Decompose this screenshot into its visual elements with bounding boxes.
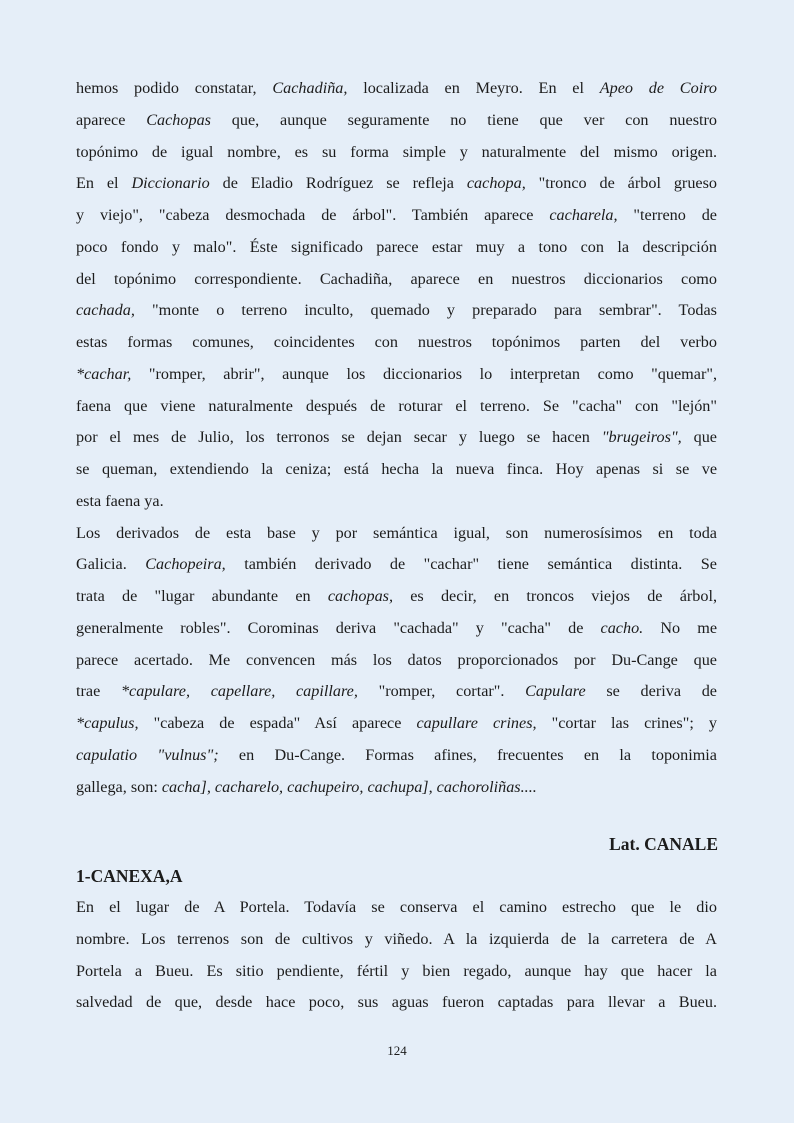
text-run: y viejo", "cabeza desmochada de árbol". También aparece bbox=[76, 206, 550, 224]
italic-text: Cachopas bbox=[146, 110, 211, 129]
text-run: Galicia. bbox=[76, 555, 146, 574]
text-run: aparece bbox=[76, 110, 147, 129]
text-line bbox=[76, 897, 717, 917]
text-line bbox=[76, 745, 717, 765]
text-run: por el mes de Julio, los terronos se dejan secar y luego se hacen bbox=[76, 428, 602, 447]
italic-text: Cachopeira, bbox=[145, 555, 226, 574]
text-run: localizada en Meyro. En el bbox=[347, 79, 600, 97]
text-line bbox=[76, 650, 717, 670]
text-line bbox=[76, 142, 717, 162]
italic-text: Diccionario bbox=[131, 174, 210, 193]
text-line bbox=[76, 269, 717, 289]
text-line bbox=[76, 618, 717, 638]
text-run: "romper, cortar". bbox=[357, 682, 526, 701]
text-run: "cortar las crines"; y bbox=[536, 714, 717, 732]
text-line bbox=[76, 523, 717, 543]
text-run: se queman, extendiendo la ceniza; está hecha la nueva finca. Hoy apenas si se ve bbox=[76, 460, 717, 478]
text-run: del topónimo correspondiente. Cachadiña, aparece en nuestros diccionarios como bbox=[76, 269, 717, 288]
italic-text: capulatio "vulnus"; bbox=[76, 745, 219, 764]
text-run: que, aunque seguramente no tiene que ver con nuestro bbox=[210, 110, 717, 129]
text-run: esta faena ya. bbox=[76, 491, 164, 510]
text-run: en Du-Cange. Formas afines, frecuentes en la toponimia bbox=[218, 745, 717, 764]
text-line bbox=[76, 332, 717, 352]
italic-text: cacha], cacharelo, cachupeiro, cachupa], cachoroliñas.... bbox=[161, 777, 537, 796]
italic-text: Capulare bbox=[525, 682, 586, 701]
text-line bbox=[76, 110, 717, 130]
text-run: nombre. Los terrenos son de cultivos y viñedo. A la izquierda de la carretera de A bbox=[76, 929, 717, 948]
text-run: "romper, abrir", aunque los diccionarios lo interpretan como "quemar", bbox=[131, 364, 717, 383]
page-number: 124 bbox=[387, 1043, 407, 1058]
text-run: salvedad de que, desde hace poco, sus aguas fueron captadas para llevar a Bueu. bbox=[76, 993, 717, 1012]
text-line bbox=[76, 777, 717, 797]
text-run: que bbox=[681, 428, 717, 447]
text-run: "tronco de árbol grueso bbox=[525, 174, 717, 193]
text-line bbox=[76, 681, 717, 701]
text-run: estas formas comunes, coincidentes con nuestros topónimos parten del verbo bbox=[76, 333, 717, 351]
italic-text: cachopas, bbox=[327, 587, 394, 605]
text-run: Portela a Bueu. Es sitio pendiente, fértil y bien regado, aunque hay que hacer la bbox=[76, 961, 717, 980]
text-line bbox=[76, 78, 717, 98]
text-run: En el bbox=[76, 174, 132, 193]
text-run: topónimo de igual nombre, es su forma simple y naturalmente del mismo origen. bbox=[76, 142, 717, 161]
text-line bbox=[76, 992, 717, 1012]
section-heading: Lat. CANALE bbox=[609, 834, 718, 854]
text-line bbox=[76, 491, 717, 511]
text-line bbox=[76, 396, 717, 416]
text-run: poco fondo y malo". Éste significado parece estar muy a tono con la descripción bbox=[76, 237, 717, 256]
entry-heading: 1-CANEXA,A bbox=[76, 866, 183, 886]
text-run: gallega, son: bbox=[76, 777, 162, 796]
text-run: trata de "lugar abundante en bbox=[76, 587, 328, 605]
text-line bbox=[76, 459, 717, 479]
text-run: En el lugar de A Portela. Todavía se conserva el camino estrecho que le dio bbox=[76, 898, 717, 916]
text-run: se deriva de bbox=[585, 682, 717, 701]
text-run: faena que viene naturalmente después de roturar el terreno. Se "cacha" con "lejón" bbox=[76, 396, 717, 415]
text-run: Los derivados de esta base y por semántica igual, son numerosísimos en toda bbox=[76, 523, 717, 542]
text-line bbox=[76, 173, 717, 193]
text-line bbox=[76, 713, 717, 733]
italic-text: *capulare, capellare, capillare, bbox=[120, 682, 358, 701]
italic-text: cacho. bbox=[600, 618, 644, 637]
text-line bbox=[76, 961, 717, 981]
text-run: "monte o terreno inculto, quemado y preparado para sembrar". Todas bbox=[134, 301, 717, 320]
italic-text: cachada, bbox=[76, 301, 135, 320]
text-line bbox=[76, 205, 717, 225]
italic-text: capullare crines, bbox=[416, 714, 537, 732]
text-line bbox=[76, 929, 717, 949]
italic-text: "brugeiros", bbox=[601, 428, 682, 447]
italic-text: Cachadiña, bbox=[272, 79, 348, 97]
text-line bbox=[76, 554, 717, 574]
text-line bbox=[76, 237, 717, 257]
text-run: de Eladio Rodríguez se refleja bbox=[209, 174, 467, 193]
text-run: "cabeza de espada" Así aparece bbox=[138, 714, 417, 732]
text-line bbox=[76, 586, 717, 606]
text-line bbox=[76, 364, 717, 384]
italic-text: Apeo de Coiro bbox=[599, 79, 717, 97]
text-run: hemos podido constatar, bbox=[76, 79, 273, 97]
text-run: parece acertado. Me convencen más los datos proporcionados por Du-Cange que bbox=[76, 650, 717, 669]
text-line bbox=[76, 300, 717, 320]
text-run: No me bbox=[643, 618, 717, 637]
text-line bbox=[76, 427, 717, 447]
text-run: es decir, en troncos viejos de árbol, bbox=[393, 587, 718, 605]
text-run: generalmente robles". Corominas deriva "cachada" y "cacha" de bbox=[76, 618, 601, 637]
text-run: "terreno de bbox=[617, 206, 717, 224]
italic-text: cacharela, bbox=[549, 206, 618, 224]
italic-text: cachopa, bbox=[466, 174, 526, 193]
italic-text: *capulus, bbox=[76, 714, 139, 732]
text-run: trae bbox=[76, 682, 121, 701]
text-run: también derivado de "cachar" tiene semántica distinta. Se bbox=[225, 555, 717, 574]
italic-text: *cachar, bbox=[76, 364, 132, 383]
